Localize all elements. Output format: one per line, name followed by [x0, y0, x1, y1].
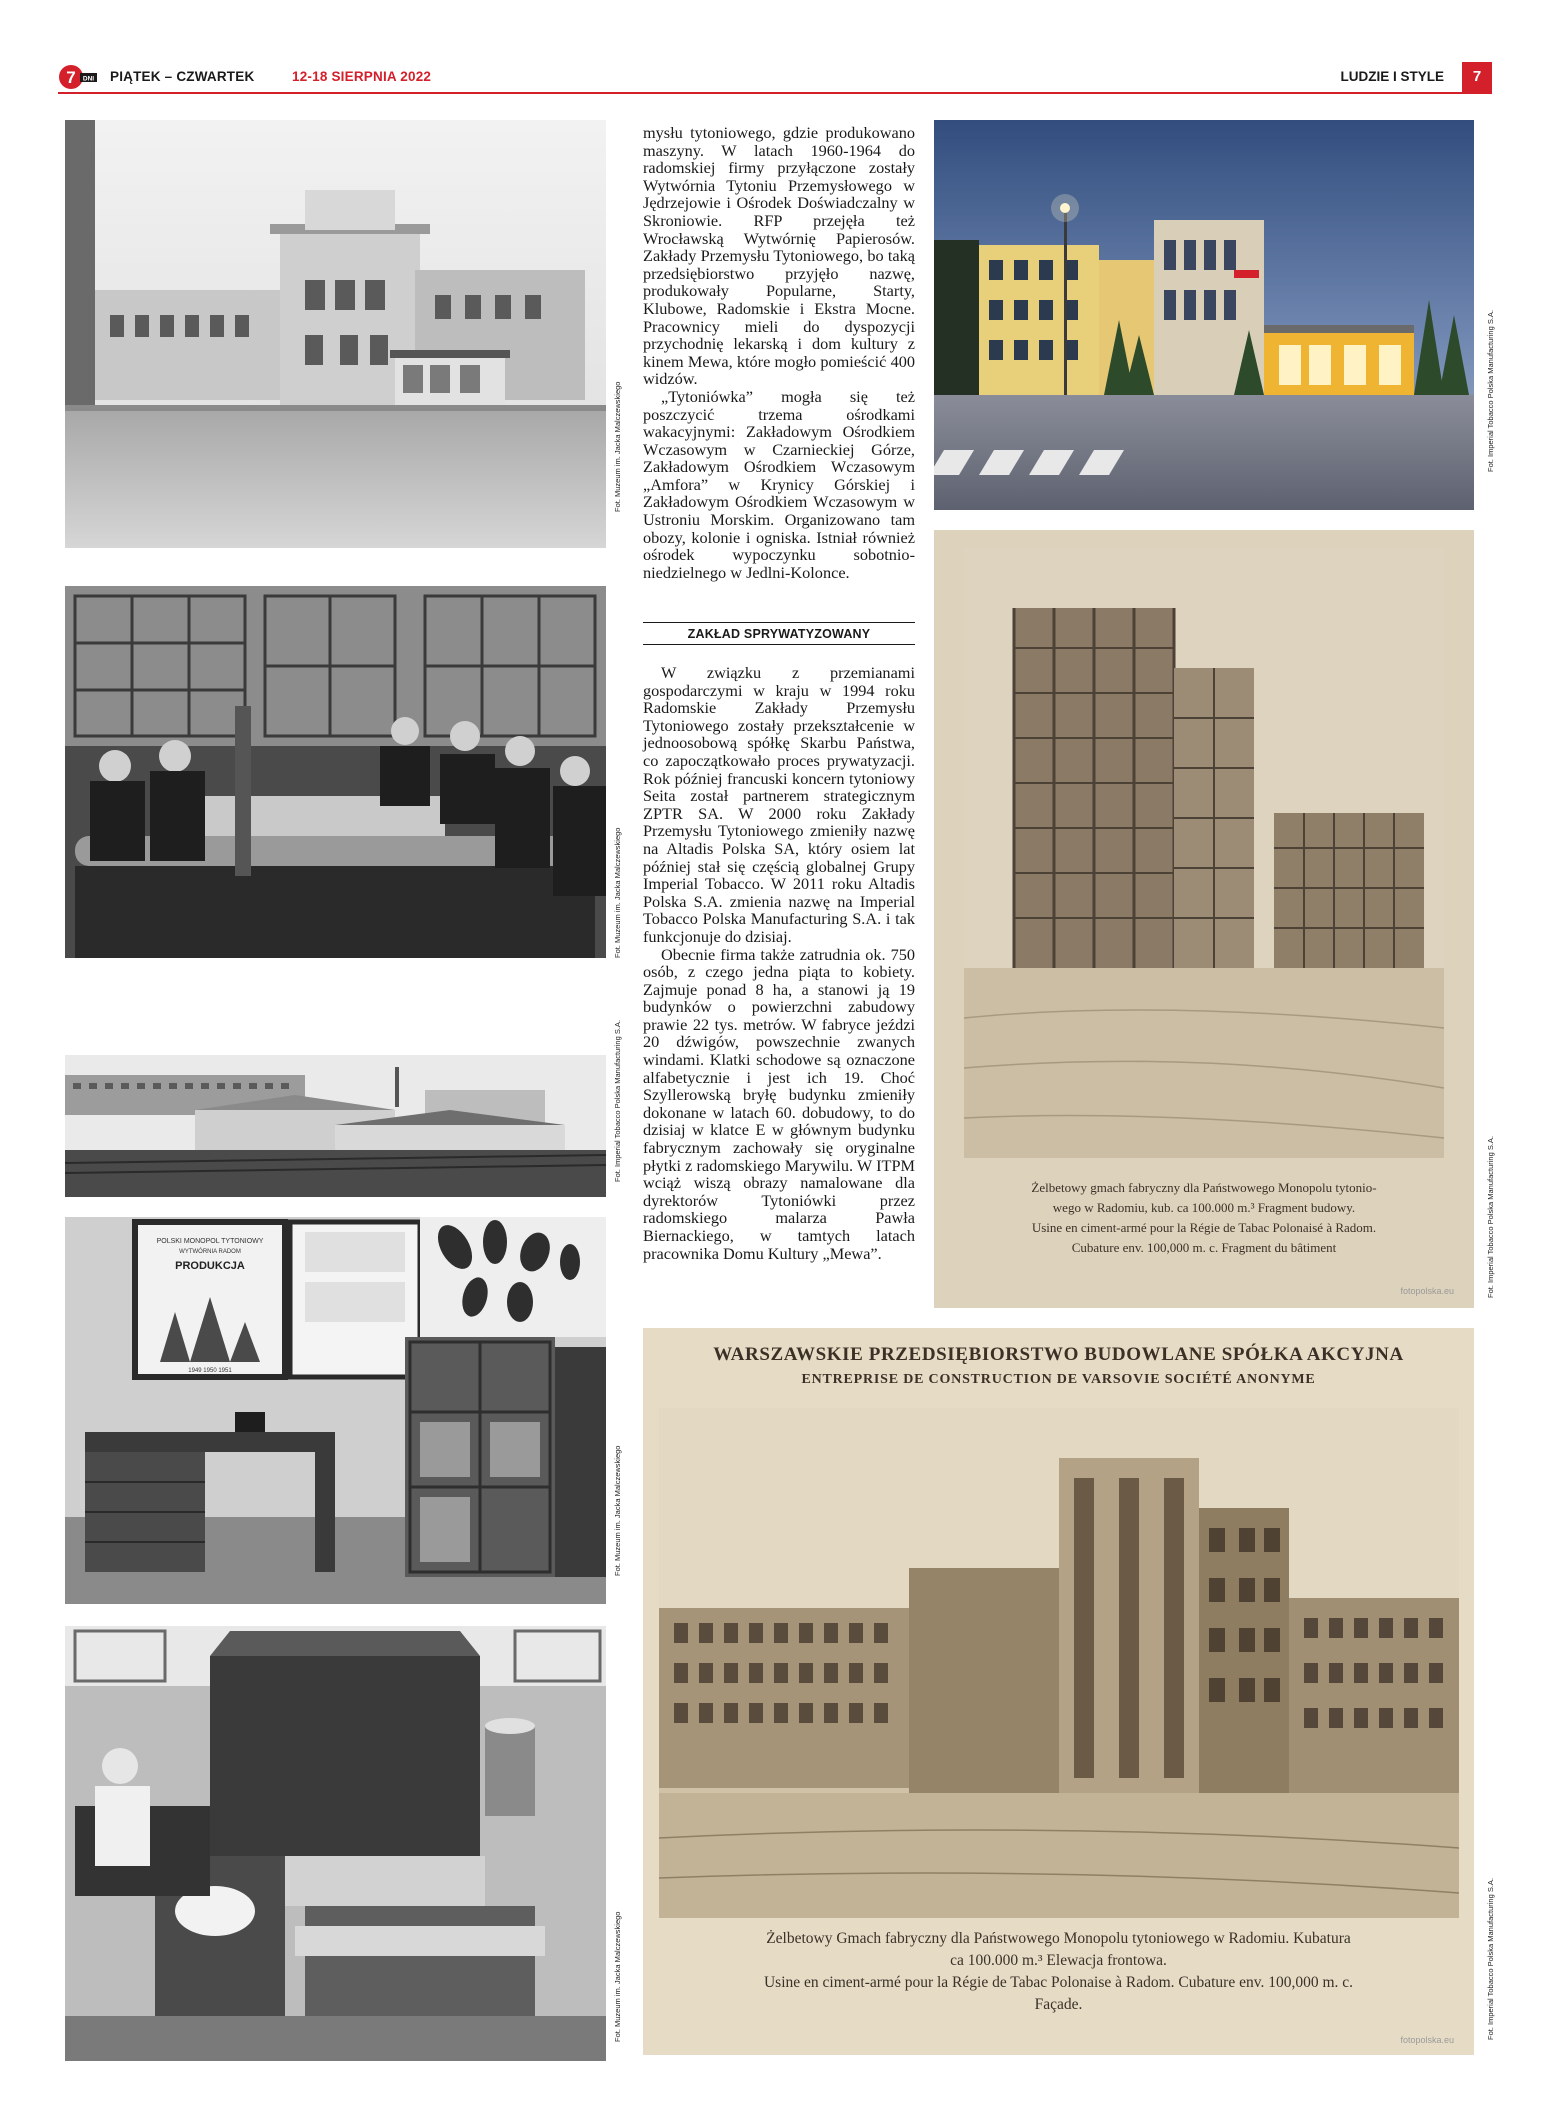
poster-years: 1949 1950 1951 [188, 1368, 232, 1374]
scan2-caption-line2: ca 100.000 m.³ Elewacja frontowa. [950, 1952, 1167, 1969]
photo-workers-at-machine [65, 586, 606, 958]
article-paragraph-2: „Tytoniówka” mogła się też poszczycić trzema ośrodkami wakacyjnymi: Zakładowym Ośrodkiem Wczasowym w Czarnieckiej Górze, Zakładowym Ośrodkiem Wczasowym „Amfora” w Krynicy Górskiej i Zakładowym Ośrodkiem Wczasowym w Ustroniu Morskim. Organizowano tam obozy, kolonie i ogniska. Istniał również ośrodek wypoczynku sobotnio-niedzielnego w Jedlni-Kolonce. [643, 386, 915, 582]
page-header [58, 62, 1492, 92]
page-number: 7 [1462, 62, 1492, 92]
credit-imperial-1: Fot. Imperial Tobacco Polska Manufacturing S.A. [613, 1019, 622, 1182]
photo-factory-entrance-historic [65, 120, 606, 548]
photo-factory-modern-dusk [934, 120, 1474, 510]
scan1-caption-line1: Żelbetowy gmach fabryczny dla Państwowego Monopolu tytonio- [1031, 1180, 1377, 1195]
credit-museum-1: Fot. Muzeum im. Jacka Malczewskiego [613, 381, 622, 512]
construction-image [964, 548, 1444, 1158]
ad-building-image [659, 1408, 1459, 1918]
credit-museum-2: Fot. Muzeum im. Jacka Malczewskiego [613, 827, 622, 958]
ad-title-polish: WARSZAWSKIE PRZEDSIĘBIORSTWO BUDOWLANE SPÓŁKA AKCYJNA [713, 1344, 1404, 1365]
scan1-caption [934, 1178, 1474, 1258]
scan1-caption-line2: wego w Radomiu, kub. ca 100.000 m.³ Fragment budowy. [1052, 1200, 1356, 1215]
credit-museum-4: Fot. Muzeum im. Jacka Malczewskiego [613, 1911, 622, 2042]
issue-dates: 12-18 SIERPNIA 2022 [292, 69, 432, 84]
photo-factory-panorama [65, 1055, 606, 1197]
credit-imperial-4: Fot. Imperial Tobacco Polska Manufacturing S.A. [1486, 1877, 1495, 2040]
scan2-caption [643, 1928, 1474, 2016]
article-paragraph-3: W związku z przemianami gospodarczymi w kraju w 1994 roku Radomskie Zakłady Przemysłu Tytoniowego zostały przekształcenie w jednoosobową spółkę Skarbu Państwa, co zapoczątkowało proces prywatyzacji. Rok później francuski koncern tytoniowy Seita został partnerem strategicznym ZPTR SA. W 2000 roku Zakłady Przemysłu Tytoniowego zmieniły nazwę na Altadis Polska SA, który osiem lat później stał się częścią globalnej Grupy Imperial Tobacco. W 2011 roku Altadis Polska S.A. zmienia nazwę na Imperial Tobacco Polska Manufacturing S.A. i tak funkcjonuje do dzisiaj. [643, 663, 915, 946]
scan1-caption-line4: Cubature env. 100,000 m. c. Fragment du bâtiment [1071, 1240, 1337, 1255]
poster-line3: PRODUKCJA [175, 1260, 245, 1272]
subhead-title: ZAKŁAD SPRYWATYZOWANY [687, 627, 871, 641]
scan2-caption-line1: Żelbetowy Gmach fabryczny dla Państwowego Monopolu tytoniowego w Radomiu. Kubatura [766, 1930, 1351, 1947]
scan-advertisement-page [643, 1328, 1474, 2055]
header-rule [58, 92, 1492, 94]
scan2-caption-line3: Usine en ciment-armé pour la Régie de Tabac Polonaise à Radom. Cubature env. 100,000 m. c. [763, 1974, 1354, 1991]
poster-line2: WYTWÓRNIA RADOM [179, 1249, 241, 1255]
logo-number: 7 [66, 68, 76, 87]
article-paragraph-4: Obecnie firma także zatrudnia ok. 750 osób, z czego jedna piąta to kobiety. Zajmuje ponad 8 ha, a stanowi ją 19 budynków o powierzchni zabudowy prawie 22 tys. metrów. W fabryce jeździ 20 dźwigów, powszechnie zwanych windami. Klatki schodowe są oznaczone alfabetycznie i jest ich 19. Choć Szyllerowską bryłę budynku zmieniły dokonane w latach 60. dobudowy, to do dzisiaj w klatce E w głównym budynku fabrycznym zachowały się oryginalne płytki z radomskiego Marywilu. W ITPM wciąż wiszą obrazy namalowane dla dyrektorów Tytoniówki przez radomskiego malarza Pawła Biernackiego, w tamtych latach pracownika Domu Kultury „Mewa”. [643, 944, 915, 1263]
newspaper-logo [58, 64, 98, 90]
credit-imperial-3: Fot. Imperial Tobacco Polska Manufacturing S.A. [1486, 1135, 1495, 1298]
subhead-rule-bottom [643, 644, 915, 645]
scan1-watermark: fotopolska.eu [1400, 1286, 1454, 1296]
ad-title-french: ENTREPRISE DE CONSTRUCTION DE VARSOVIE SOCIÉTÉ ANONYME [801, 1372, 1316, 1387]
section-name: LUDZIE I STYLE [1340, 69, 1444, 84]
photo-tobacco-machine [65, 1626, 606, 2061]
issue-days: PIĄTEK – CZWARTEK [110, 69, 255, 84]
logo-sub: DNI [82, 75, 95, 83]
poster-line1: POLSKI MONOPOL TYTONIOWY [156, 1238, 264, 1245]
scan1-caption-line3: Usine en ciment-armé pour la Régie de Tabac Polonaisé à Radom. [1031, 1220, 1377, 1235]
photo-office-interior [65, 1217, 606, 1604]
article-paragraph-1: mysłu tytoniowego, gdzie produkowano maszyny. W latach 1960-1964 do radomskiej firmy przyłączone zostały Wytwórnia Tytoniu Przemysłowego w Jędrzejowie i Ośrodek Doświadczalny w Skroniowie. RFP przejęła też Wrocławską Wytwórnię Papierosów. Zakłady Przemysłu Tytoniowego, bo taką przedsiębiorstwo przyjęło nazwę, produkowały Popularne, Starty, Klubowe, Radomskie i Ekstra Mocne. Pracownicy mieli do dyspozycji przychodnię lekarską i dom kultury z kinem Mewa, które mogło pomieścić 400 widzów. [643, 123, 915, 389]
scan-construction-photo [934, 530, 1474, 1308]
article-column-bottom [643, 664, 915, 1262]
scan2-watermark: fotopolska.eu [1400, 2035, 1454, 2045]
article-column-top [643, 124, 915, 581]
credit-imperial-2: Fot. Imperial Tobacco Polska Manufacturing S.A. [1486, 309, 1495, 472]
credit-museum-3: Fot. Muzeum im. Jacka Malczewskiego [613, 1445, 622, 1576]
scan2-caption-line4: Façade. [1034, 1996, 1083, 2013]
subhead-block [643, 622, 915, 645]
